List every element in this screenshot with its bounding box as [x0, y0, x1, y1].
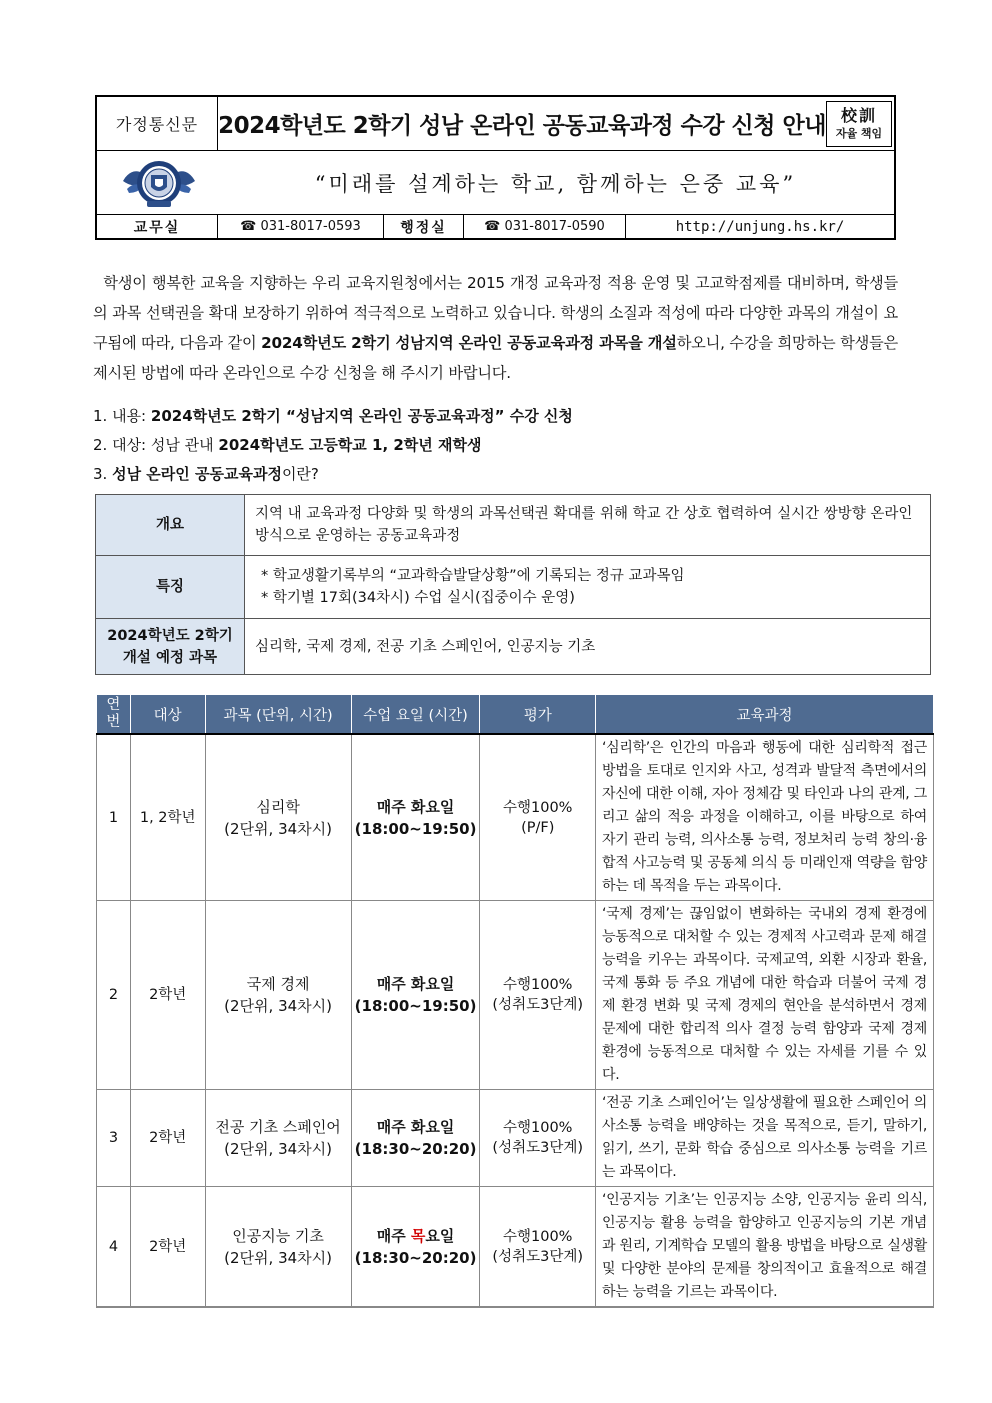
row-subject: 심리학 (2단위, 34차시)	[205, 734, 351, 901]
row-schedule: 매주 목요일 (18:30~20:20)	[351, 1187, 480, 1308]
newsletter-header	[95, 95, 896, 240]
program-info-table	[95, 494, 931, 675]
row-target: 2학년	[130, 1187, 205, 1308]
school-slogan: “미래를 설계하는 학교, 함께하는 은중 교육”	[314, 171, 797, 196]
row-schedule: 매주 화요일 (18:00~19:50)	[351, 734, 480, 901]
planned-courses-text: 심리학, 국제 경제, 전공 기초 스페인어, 인공지능 기초	[245, 619, 931, 675]
row-eval: 수행100% (성취도3단계)	[480, 901, 596, 1090]
academic-office-phone: ☎ 031-8017-0593	[218, 215, 384, 238]
row-description: ‘인공지능 기초’는 인공지능 소양, 인공지능 윤리 의식, 인공지능 활용 능력을 함양하고 인공지능의 기본 개념과 원리, 기계학습 모델의 활용 방법을 바탕으로 실생활 및 다양한 분야의 문제를 창의적이고 효율적으로 해결하는 능력을 기르는 과목이다.	[595, 1187, 933, 1308]
table-row	[97, 901, 934, 1090]
row-eval: 수행100% (성취도3단계)	[480, 1187, 596, 1308]
col-header-target: 대상	[130, 695, 205, 735]
table-row	[96, 495, 931, 556]
planned-courses-label: 2024학년도 2학기 개설 예정 과목	[96, 619, 245, 675]
row-subject: 인공지능 기초 (2단위, 34차시)	[205, 1187, 351, 1308]
row-eval: 수행100% (성취도3단계)	[480, 1090, 596, 1187]
admin-office-label: 행정실	[384, 215, 464, 238]
intro-paragraph: 학생이 행복한 교육을 지향하는 우리 교육지원청에서는 2015 개정 교육과정 적용 운영 및 고교학점제를 대비하며, 학생들의 과목 선택권을 확대 보장하기 위하여 적극적으로 노력하고 있습니다. 학생의 소질과 적성에 따라 다양한 과목의 개설이 요구됨에 따라, 다음과 같이 2024학년도 2학기 성남지역 온라인 공동교육과정 과목을 개설하오니, 수강을 희망하는 학생들은 제시된 방법에 따라 온라인으로 수강 신청을 해 주시기 바랍니다.	[93, 274, 899, 382]
col-header-no: 연 번	[97, 695, 131, 735]
header-title-row	[97, 97, 894, 151]
row-target: 2학년	[130, 1090, 205, 1187]
feature-item-1: * 학교생활기록부의 “교과학습발달상황”에 기록되는 정규 교과목임	[261, 568, 685, 584]
col-header-schedule: 수업 요일 (시간)	[351, 695, 480, 735]
row-target: 1, 2학년	[130, 734, 205, 901]
row-no: 2	[97, 901, 131, 1090]
row-no: 3	[97, 1090, 131, 1187]
row-target: 2학년	[130, 901, 205, 1090]
info-list	[93, 402, 898, 489]
highlighted-day: 목	[410, 1226, 426, 1245]
col-header-eval: 평가	[480, 695, 596, 735]
feature-item-2: * 학기별 17회(34차시) 수업 실시(집중이수 운영)	[261, 590, 575, 606]
list-item: 1. 내용: 2024학년도 2학기 “성남지역 온라인 공동교육과정” 수강 신청	[93, 407, 573, 425]
school-website-link[interactable]: http://unjung.hs.kr/	[675, 218, 845, 235]
list-item: 2. 대상: 성남 관내 2024학년도 고등학교 1, 2학년 재학생	[93, 436, 482, 454]
table-row	[97, 1090, 934, 1187]
row-subject: 국제 경제 (2단위, 34차시)	[205, 901, 351, 1090]
academic-office-label: 교무실	[97, 215, 218, 238]
newsletter-label: 가정통신문	[97, 97, 218, 150]
feature-text	[245, 556, 931, 619]
header-slogan-row	[97, 151, 894, 215]
overview-text: 지역 내 교육과정 다양화 및 학생의 과목선택권 확대를 위해 학교 간 상호 협력하여 실시간 쌍방향 온라인 방식으로 운영하는 공동교육과정	[245, 495, 931, 556]
document-title: 2024학년도 2학기 성남 온라인 공동교육과정 수강 신청 안내	[218, 113, 826, 139]
table-row	[97, 1187, 934, 1308]
intro-highlight: 2024학년도 2학기 성남지역 온라인 공동교육과정 과목을 개설	[261, 334, 677, 352]
row-subject: 전공 기초 스페인어 (2단위, 34차시)	[205, 1090, 351, 1187]
school-emblem-icon	[121, 155, 197, 211]
school-motto-box	[826, 101, 892, 147]
row-eval: 수행100% (P/F)	[480, 734, 596, 901]
table-row	[96, 619, 931, 675]
row-no: 1	[97, 734, 131, 901]
row-schedule: 매주 화요일 (18:00~19:50)	[351, 901, 480, 1090]
table-header-row	[97, 695, 934, 735]
feature-label: 특징	[96, 556, 245, 619]
header-contact-row	[97, 215, 894, 238]
row-description: ‘심리학’은 인간의 마음과 행동에 대한 심리학적 접근 방법을 토대로 인지와 사고, 성격과 발달적 측면에서의 자신에 대한 이해, 자아 정체감 및 타인과 나의 관계, 그리고 삶의 적응 과정을 이해하고, 이를 바탕으로 하여 자기 관리 능력, 의사소통 능력, 정보처리 능력 창의·융합적 사고능력 및 공동체 의식 등 미래인재 역량을 함양하는 데 목적을 두는 과목이다.	[595, 734, 933, 901]
row-schedule: 매주 화요일 (18:30~20:20)	[351, 1090, 480, 1187]
motto-text: 자율 책임	[835, 127, 883, 140]
admin-office-phone: ☎ 031-8017-0590	[464, 215, 626, 238]
table-row	[96, 556, 931, 619]
row-no: 4	[97, 1187, 131, 1308]
overview-label: 개요	[96, 495, 245, 556]
col-header-subject: 과목 (단위, 시간)	[205, 695, 351, 735]
col-header-curriculum: 교육과정	[595, 695, 933, 735]
motto-title: 校訓	[840, 106, 877, 125]
row-description: ‘전공 기초 스페인어’는 일상생활에 필요한 스페인어 의사소통 능력을 배양하는 것을 목적으로, 듣기, 말하기, 읽기, 쓰기, 문화 학습 중심으로 의사소통 능력을 기르는 과목이다.	[595, 1090, 933, 1187]
row-description: ‘국제 경제’는 끊임없이 변화하는 국내외 경제 환경에 능동적으로 대처할 수 있는 경제적 사고력과 문제 해결 능력을 키우는 과목이다. 국제교역, 외환 시장과 환율, 국제 통화 등 주요 개념에 대한 학습과 더불어 국제 경제 환경 변화 및 국제 경제의 현안을 분석하면서 경제 문제에 대한 합리적 의사 결정 능력 함양과 국제 경제 환경에 능동적으로 대처할 수 있는 자세를 기를 수 있다.	[595, 901, 933, 1090]
course-table	[96, 694, 934, 1308]
table-row	[97, 734, 934, 901]
list-item: 3. 성남 온라인 공동교육과정이란?	[93, 465, 319, 483]
